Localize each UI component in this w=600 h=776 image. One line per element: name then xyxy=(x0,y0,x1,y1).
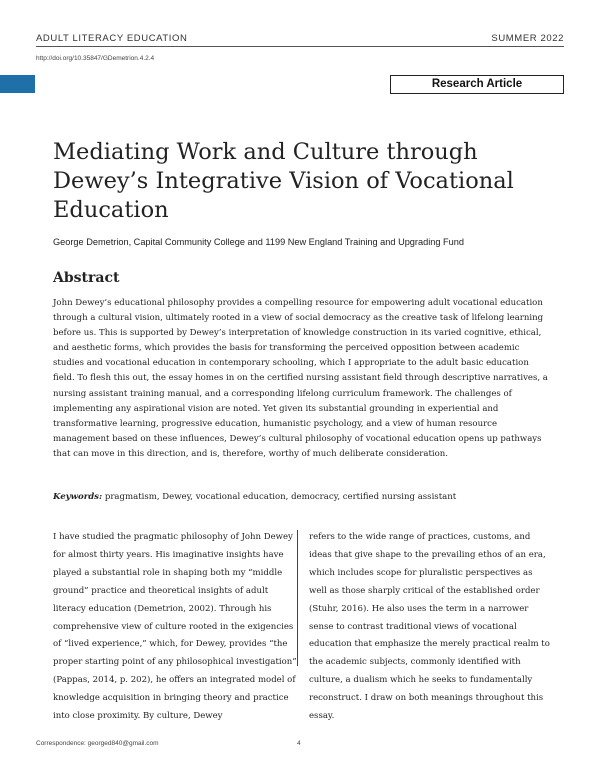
doi-link[interactable]: http://doi.org/10.35847/GDemetrion.4.2.4 xyxy=(36,55,155,62)
issue-label: SUMMER 2022 xyxy=(491,33,564,44)
correspondence-email[interactable]: Correspondence: georged840@gmail.com xyxy=(36,740,159,747)
article-type-badge: Research Article xyxy=(390,75,564,94)
article-title: Mediating Work and Culture through Dewey’s Integrative Vision of Vocational Education xyxy=(53,139,514,223)
keywords-text: pragmatism, Dewey, vocational education, democracy, certified nursing assistant xyxy=(102,492,457,502)
body-left-column: I have studied the pragmatic philosophy of John Dewey for almost thirty years. His imaginative insights have played a substantial role in shaping both my “middle ground” practice and theoretical insights of adult literacy education (Demetrion, 2002). Through his comprehensive view of culture rooted in the exigencies of “lived experience,” which, for Dewey, provides “the proper starting point of any philosophical investigation” (Pappas, 2014, p. 202), he offers an integrated model of knowledge acquisition in bringing theory and practice into close proximity. By culture, Dewey xyxy=(53,532,297,722)
accent-bar xyxy=(0,75,35,93)
keywords-label: Keywords: xyxy=(53,492,103,502)
journal-name: ADULT LITERACY EDUCATION xyxy=(36,33,188,44)
author-line: George Demetrion, Capital Community College and 1199 New England Training and Upgrading Fund xyxy=(53,237,464,247)
page-number: 4 xyxy=(297,740,301,747)
keywords-line xyxy=(53,492,553,502)
header-divider xyxy=(36,46,564,47)
abstract-heading: Abstract xyxy=(53,270,120,286)
body-right-column: refers to the wide range of practices, customs, and ideas that give shape to the prevailing ethos of an era, which includes scope for pluralistic perspectives as well as those sharply critical of the established order (Stuhr, 2016). He also uses the term in a narrower sense to contrast traditional views of vocational education that emphasize the merely practical realm to the academic subjects, commonly identified with culture, a dualism which he seeks to fundamentally reconstruct. I draw on both meanings throughout this essay. xyxy=(309,532,550,722)
abstract-body: John Dewey’s educational philosophy provides a compelling resource for empowering adult vocational education through a cultural vision, ultimately rooted in a view of social democracy as the creative task of lifelong learning before us. This is supported by Dewey’s interpretation of knowledge construction in its varied cognitive, ethical, and aesthetic forms, which provides the basis for transforming the perceived opposition between academic studies and vocational education in contemporary schooling, which I appropriate to the adult basic education field. To flesh this out, the essay homes in on the certified nursing assistant field through descriptive narratives, a nursing assistant training manual, and a corresponding lifelong curriculum framework. The challenges of implementing any aspirational vision are noted. Yet given its substantial grounding in experiential and transformative learning, progressive education, humanistic psychology, and a view of human resource management based on these influences, Dewey’s cultural philosophy of vocational education opens up pathways that can move in this direction, and is, therefore, worthy of much deliberate consideration. xyxy=(53,298,548,459)
column-divider xyxy=(297,530,298,666)
